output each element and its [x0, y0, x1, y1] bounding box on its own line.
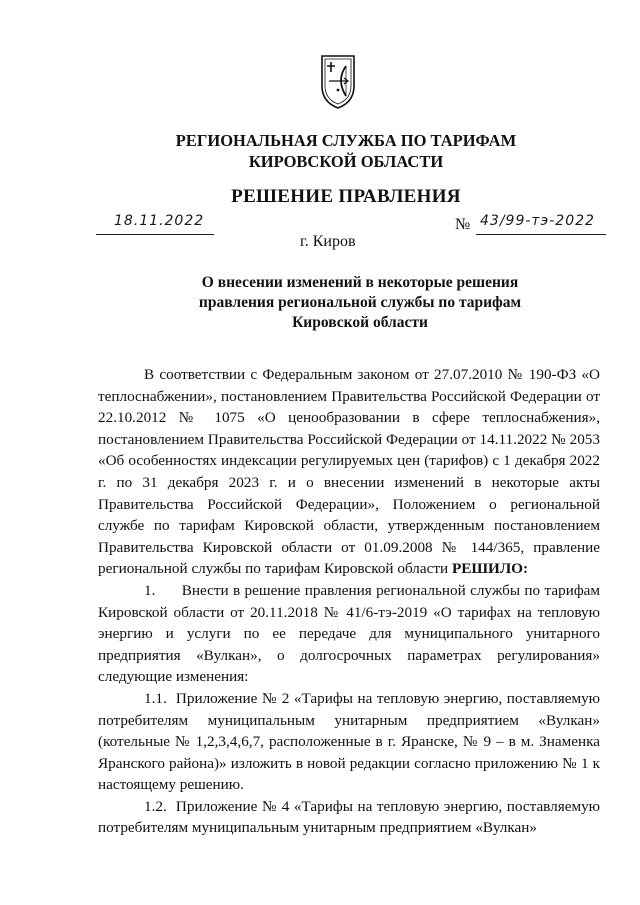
item-1-1-text: Приложение № 2 «Тарифы на тепловую энергию, поставляемую потребителям муниципальным унитарным предприятием «Вулкан» (котельные № 1,2,3,4,6,7, расположенные в г. Яранске, № 9 – в м. Знаменка Яранского района)» изложить в новой редакции согласно приложению № 1 к настоящему решению. [98, 689, 601, 794]
resolved-keyword: РЕШИЛО: [451, 560, 529, 578]
document-subject [170, 273, 550, 333]
number-sign: № [455, 216, 471, 233]
org-name-line1: РЕГИОНАЛЬНАЯ СЛУЖБА ПО ТАРИФАМ [175, 131, 517, 150]
item-1-2-text: Приложение № 4 «Тарифы на тепловую энергию, поставляемую потребителям муниципальным унитарным предприятием «Вулкан» [98, 797, 601, 837]
item-1-1-number: 1.1. [144, 689, 167, 707]
subject-line3: Кировской области [292, 314, 428, 331]
item-1-1 [98, 688, 600, 796]
preamble-text: В соответствии с Федеральным законом от 27.07.2010 № 190-ФЗ «О теплоснабжении», постановлением Правительства Российской Федерации от 22.10.2012 № 1075 «О ценообразовании в сфере теплоснабжения», постановлением Правительства Российской Федерации от 14.11.2022 № 2053 «Об особенностях индексации регулируемых цен (тарифов) с 1 декабря 2022 г. по 31 декабря 2023 г. и о внесении изменений в некоторые акты Правительства Российской Федерации», Положением о региональной службе по тарифам Кировской области, утвержденным постановлением Правительства Кировской области от 01.09.2008 № 144/365, правление региональной службы по тарифам Кировской области [98, 366, 600, 578]
document-date: 18.11.2022 [114, 213, 205, 229]
subject-line2: правления региональной службы по тарифам [198, 294, 522, 311]
document-type: РЕШЕНИЕ ПРАВЛЕНИЯ [231, 186, 461, 207]
subject-line1: О внесении изменений в некоторые решения [201, 274, 519, 291]
kirov-coat-of-arms-icon [318, 52, 358, 110]
preamble-paragraph [98, 364, 600, 580]
org-name-line2: КИРОВСКОЙ ОБЛАСТИ [248, 152, 444, 171]
item-1 [98, 580, 600, 688]
item-1-number: 1. [144, 581, 156, 599]
document-number: 43/99-тэ-2022 [480, 213, 595, 229]
city: г. Киров [300, 233, 356, 250]
item-1-2 [98, 796, 600, 839]
item-1-text: Внести в решение правления региональной службы по тарифам Кировской области от 20.11.2018 № 41/6-тэ-2019 «О тарифах на тепловую энергию и услуги по ее передаче для муниципального унитарного предприятия «Вулкан», о долгосрочных параметрах регулирования» следующие изменения: [98, 581, 601, 686]
document-body [98, 364, 600, 839]
item-1-2-number: 1.2. [144, 797, 167, 815]
